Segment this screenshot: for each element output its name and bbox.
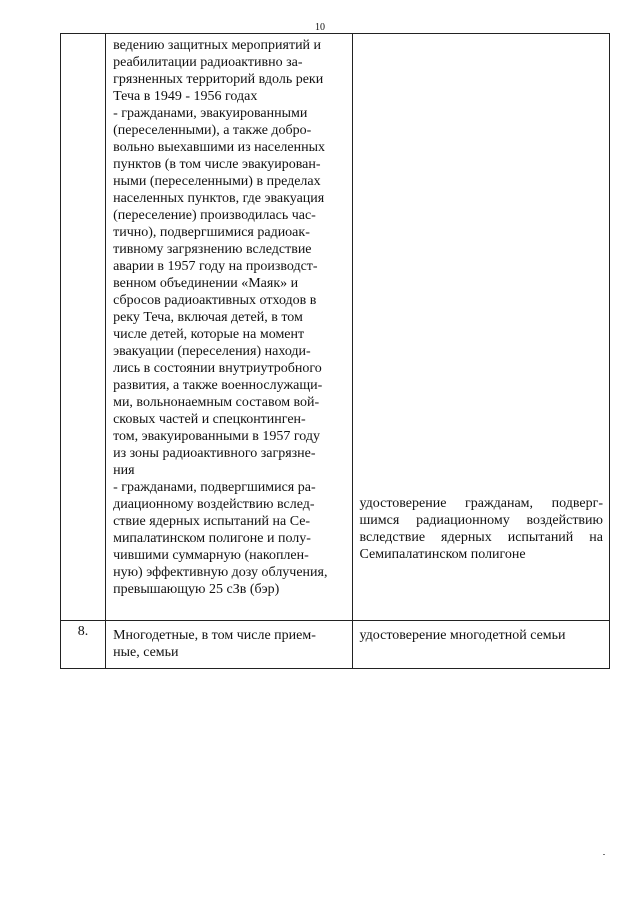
- document-cell: [352, 34, 609, 621]
- category-line: (переселение) производилась час-: [113, 208, 316, 223]
- category-line: ведению защитных мероприятий и: [113, 38, 322, 53]
- page-number: 10: [315, 22, 325, 33]
- category-line: аварии в 1957 году на производст-: [113, 259, 318, 274]
- document-cell-spacer: [360, 37, 603, 495]
- category-line: Многодетные, в том числе прием-: [113, 628, 316, 643]
- category-line: эвакуации (переселения) находи-: [113, 344, 311, 359]
- category-line: превышающую 25 сЗв (бэр): [113, 582, 280, 597]
- row-number: 8.: [77, 624, 89, 639]
- document-line: Семипалатинском полигоне: [359, 547, 526, 562]
- category-line: ствие ядерных испытаний на Се-: [113, 514, 311, 529]
- row-number-cell: [61, 34, 106, 621]
- scan-speck: [603, 854, 605, 855]
- category-line: сковых частей и спецконтинген-: [113, 412, 306, 427]
- category-line: тично), подвергшимися радиоак-: [113, 225, 310, 240]
- document-cell: [352, 621, 609, 669]
- document-line: удостоверение гражданам, подверг-: [359, 496, 603, 511]
- category-line: (переселенными), а также добро-: [113, 123, 312, 138]
- category-line: вольно выехавшими из населенных: [113, 140, 325, 155]
- category-line: населенных пунктов, где эвакуация: [113, 191, 325, 206]
- benefits-table: [60, 33, 610, 669]
- category-line: лись в состоянии внутриутробного: [113, 361, 322, 376]
- category-line: реку Теча, включая детей, в том: [113, 310, 303, 325]
- category-line: ными (переселенными) в пределах: [113, 174, 321, 189]
- category-line: развития, а также военнослужащи-: [113, 378, 323, 393]
- category-line: мипалатинском полигоне и полу-: [113, 531, 311, 546]
- category-line: грязненных территорий вдоль реки: [113, 72, 324, 87]
- row-number-cell: [61, 621, 106, 669]
- document-line: удостоверение многодетной семьи: [359, 628, 566, 643]
- category-line: ми, вольнонаемным составом вой-: [113, 395, 320, 410]
- category-line: том, эвакуированными в 1957 году: [113, 429, 320, 444]
- category-line: Теча в 1949 - 1956 годах: [113, 89, 258, 104]
- document-line: вследствие ядерных испытаний на: [359, 530, 603, 545]
- table-row: [61, 34, 610, 621]
- category-line: пунктов (в том числе эвакуирован-: [113, 157, 321, 172]
- category-cell: [106, 621, 352, 669]
- category-line: диационному воздействию вслед-: [113, 497, 315, 512]
- category-line: из зоны радиоактивного загрязне-: [113, 446, 316, 461]
- category-line: - гражданами, подвергшимися ра-: [113, 480, 316, 495]
- category-line: ную) эффективную дозу облучения,: [113, 565, 328, 580]
- category-cell: [106, 34, 352, 621]
- category-line: венном объединении «Маяк» и: [113, 276, 299, 291]
- category-line: числе детей, которые на момент: [113, 327, 305, 342]
- category-line: сбросов радиоактивных отходов в: [113, 293, 317, 308]
- category-line: тивному загрязнению вследствие: [113, 242, 312, 257]
- category-line: ные, семьи: [113, 645, 179, 660]
- category-line: чившими суммарную (накоплен-: [113, 548, 309, 563]
- category-line: - гражданами, эвакуированными: [113, 106, 308, 121]
- category-line: реабилитации радиоактивно за-: [113, 55, 303, 70]
- document-line: шимся радиационному воздействию: [359, 513, 603, 528]
- category-line: ния: [113, 463, 135, 478]
- table-row: [61, 621, 610, 669]
